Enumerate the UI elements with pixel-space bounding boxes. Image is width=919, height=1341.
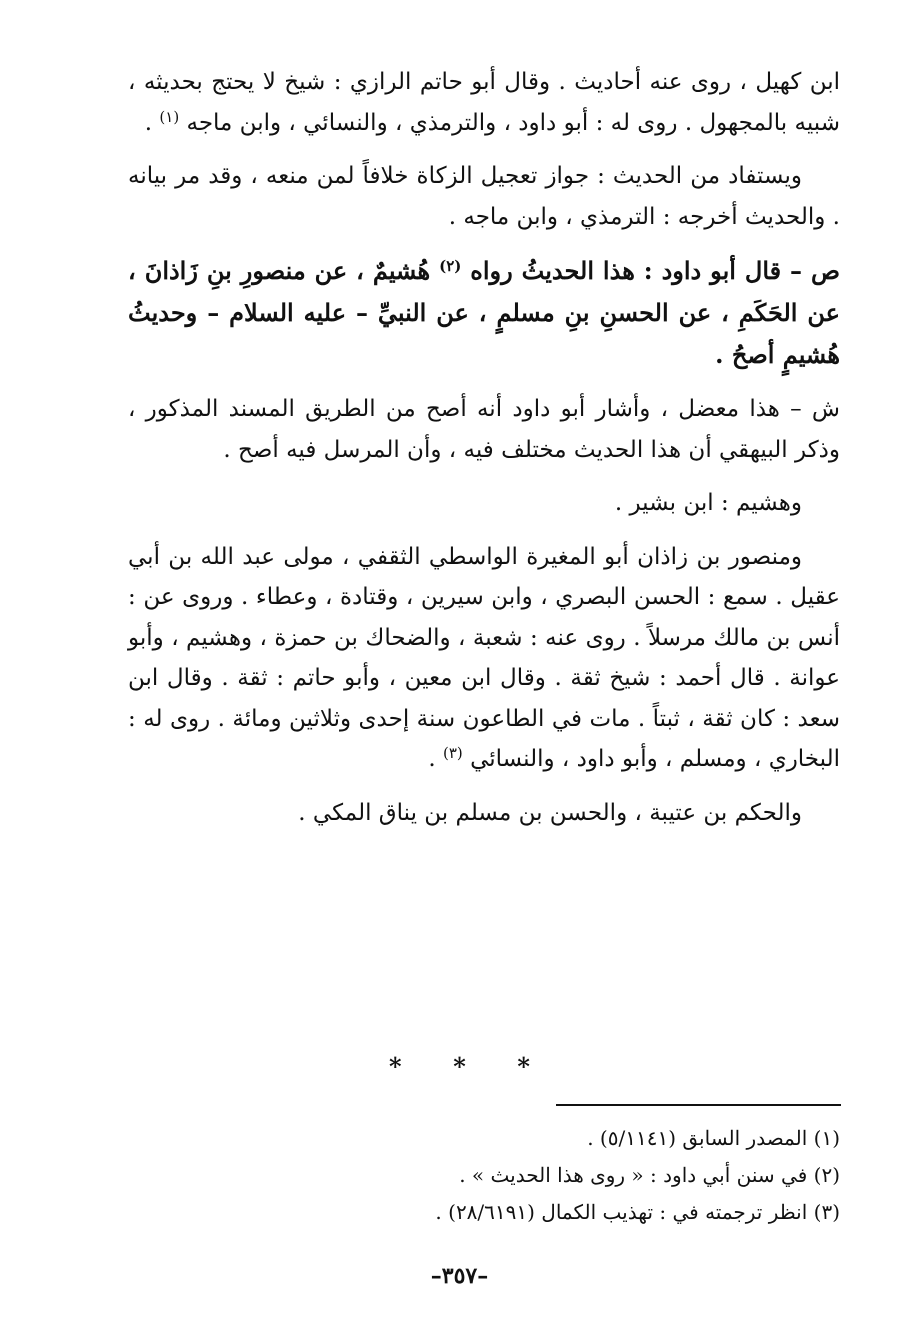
footnote-1: (١) المصدر السابق (٥/١١٤١) . xyxy=(587,1126,840,1150)
star-2: * xyxy=(453,1052,466,1081)
paragraph-2: ويستفاد من الحديث : جواز تعجيل الزكاة خلافاً لمن منعه ، وقد مر بيانه . والحديث أخرجه : الترمذي ، وابن ماجه . xyxy=(128,163,840,230)
paragraph-mansur: ومنصور بن زاذان أبو المغيرة الواسطي الثقفي ، مولى عبد الله بن أبي عقيل . سمع : الحسن البصري ، وابن سيرين ، وقتادة ، وعطاء . وروى عن : أنس بن مالك مرسلاً . روى عنه : شعبة ، والضحاك بن حمزة ، وهشيم ، وأبو عوانة . قال أحمد : شيخ ثقة . وقال ابن معين ، وأبو حاتم : ثقة . وقال ابن سعد : كان ثقة ، ثبتاً . مات في الطاعون سنة إحدى وثلاثين ومائة . روى له : البخاري ، ومسلم ، وأبو داود ، والنسائي $^{(٣)}$ . xyxy=(128,543,840,772)
hadith-text: ص – قال أبو داود : هذا الحديثُ رواه $^{(٢)}$ هُشيمٌ ، عن منصورِ بنِ زَاذانَ ، عن الحَكَمِ ، عن الحسنِ بنِ مسلمٍ ، عن النبيِّ – عليه السلام – وحديثُ هُشيمٍ أصحُ . xyxy=(128,256,841,369)
footnote-ref-2: (٢) xyxy=(439,257,462,275)
footnote-2: (٢) في سنن أبي داود : « روى هذا الحديث » . xyxy=(459,1163,840,1187)
paragraph-hakam: والحكم بن عتيبة ، والحسن بن مسلم بن يناق المكي . xyxy=(298,799,802,826)
footnote-ref-1: (١) xyxy=(159,107,180,126)
paragraph-hushaym: وهشيم : ابن بشير . xyxy=(614,490,802,516)
footnotes xyxy=(360,1120,840,1231)
section-separator xyxy=(0,1052,919,1081)
body-text xyxy=(128,62,840,846)
footnote-ref-3: (٣) xyxy=(442,744,463,762)
footnote-3: (٣) انظر ترجمته في : تهذيب الكمال (٢٨/٦١٩١) . xyxy=(435,1200,840,1224)
page-number: –٣٥٧– xyxy=(430,1263,489,1289)
star-3: * xyxy=(517,1052,530,1081)
commentary-paragraph: ش – هذا معضل ، وأشار أبو داود أنه أصح من الطريق المسند المذكور ، وذكر البيهقي أن هذا الحديث مختلف فيه ، وأن المرسل فيه أصح . xyxy=(128,396,840,463)
star-1: * xyxy=(389,1052,402,1081)
footnote-divider xyxy=(556,1104,841,1106)
paragraph-1: ابن كهيل ، روى عنه أحاديث . وقال أبو حاتم الرازي : شيخ لا يحتج بحديثه ، شبيه بالمجهول . روى له : أبو داود ، والترمذي ، والنسائي ، وابن ماجه $^{(١)}$ . xyxy=(128,69,840,136)
